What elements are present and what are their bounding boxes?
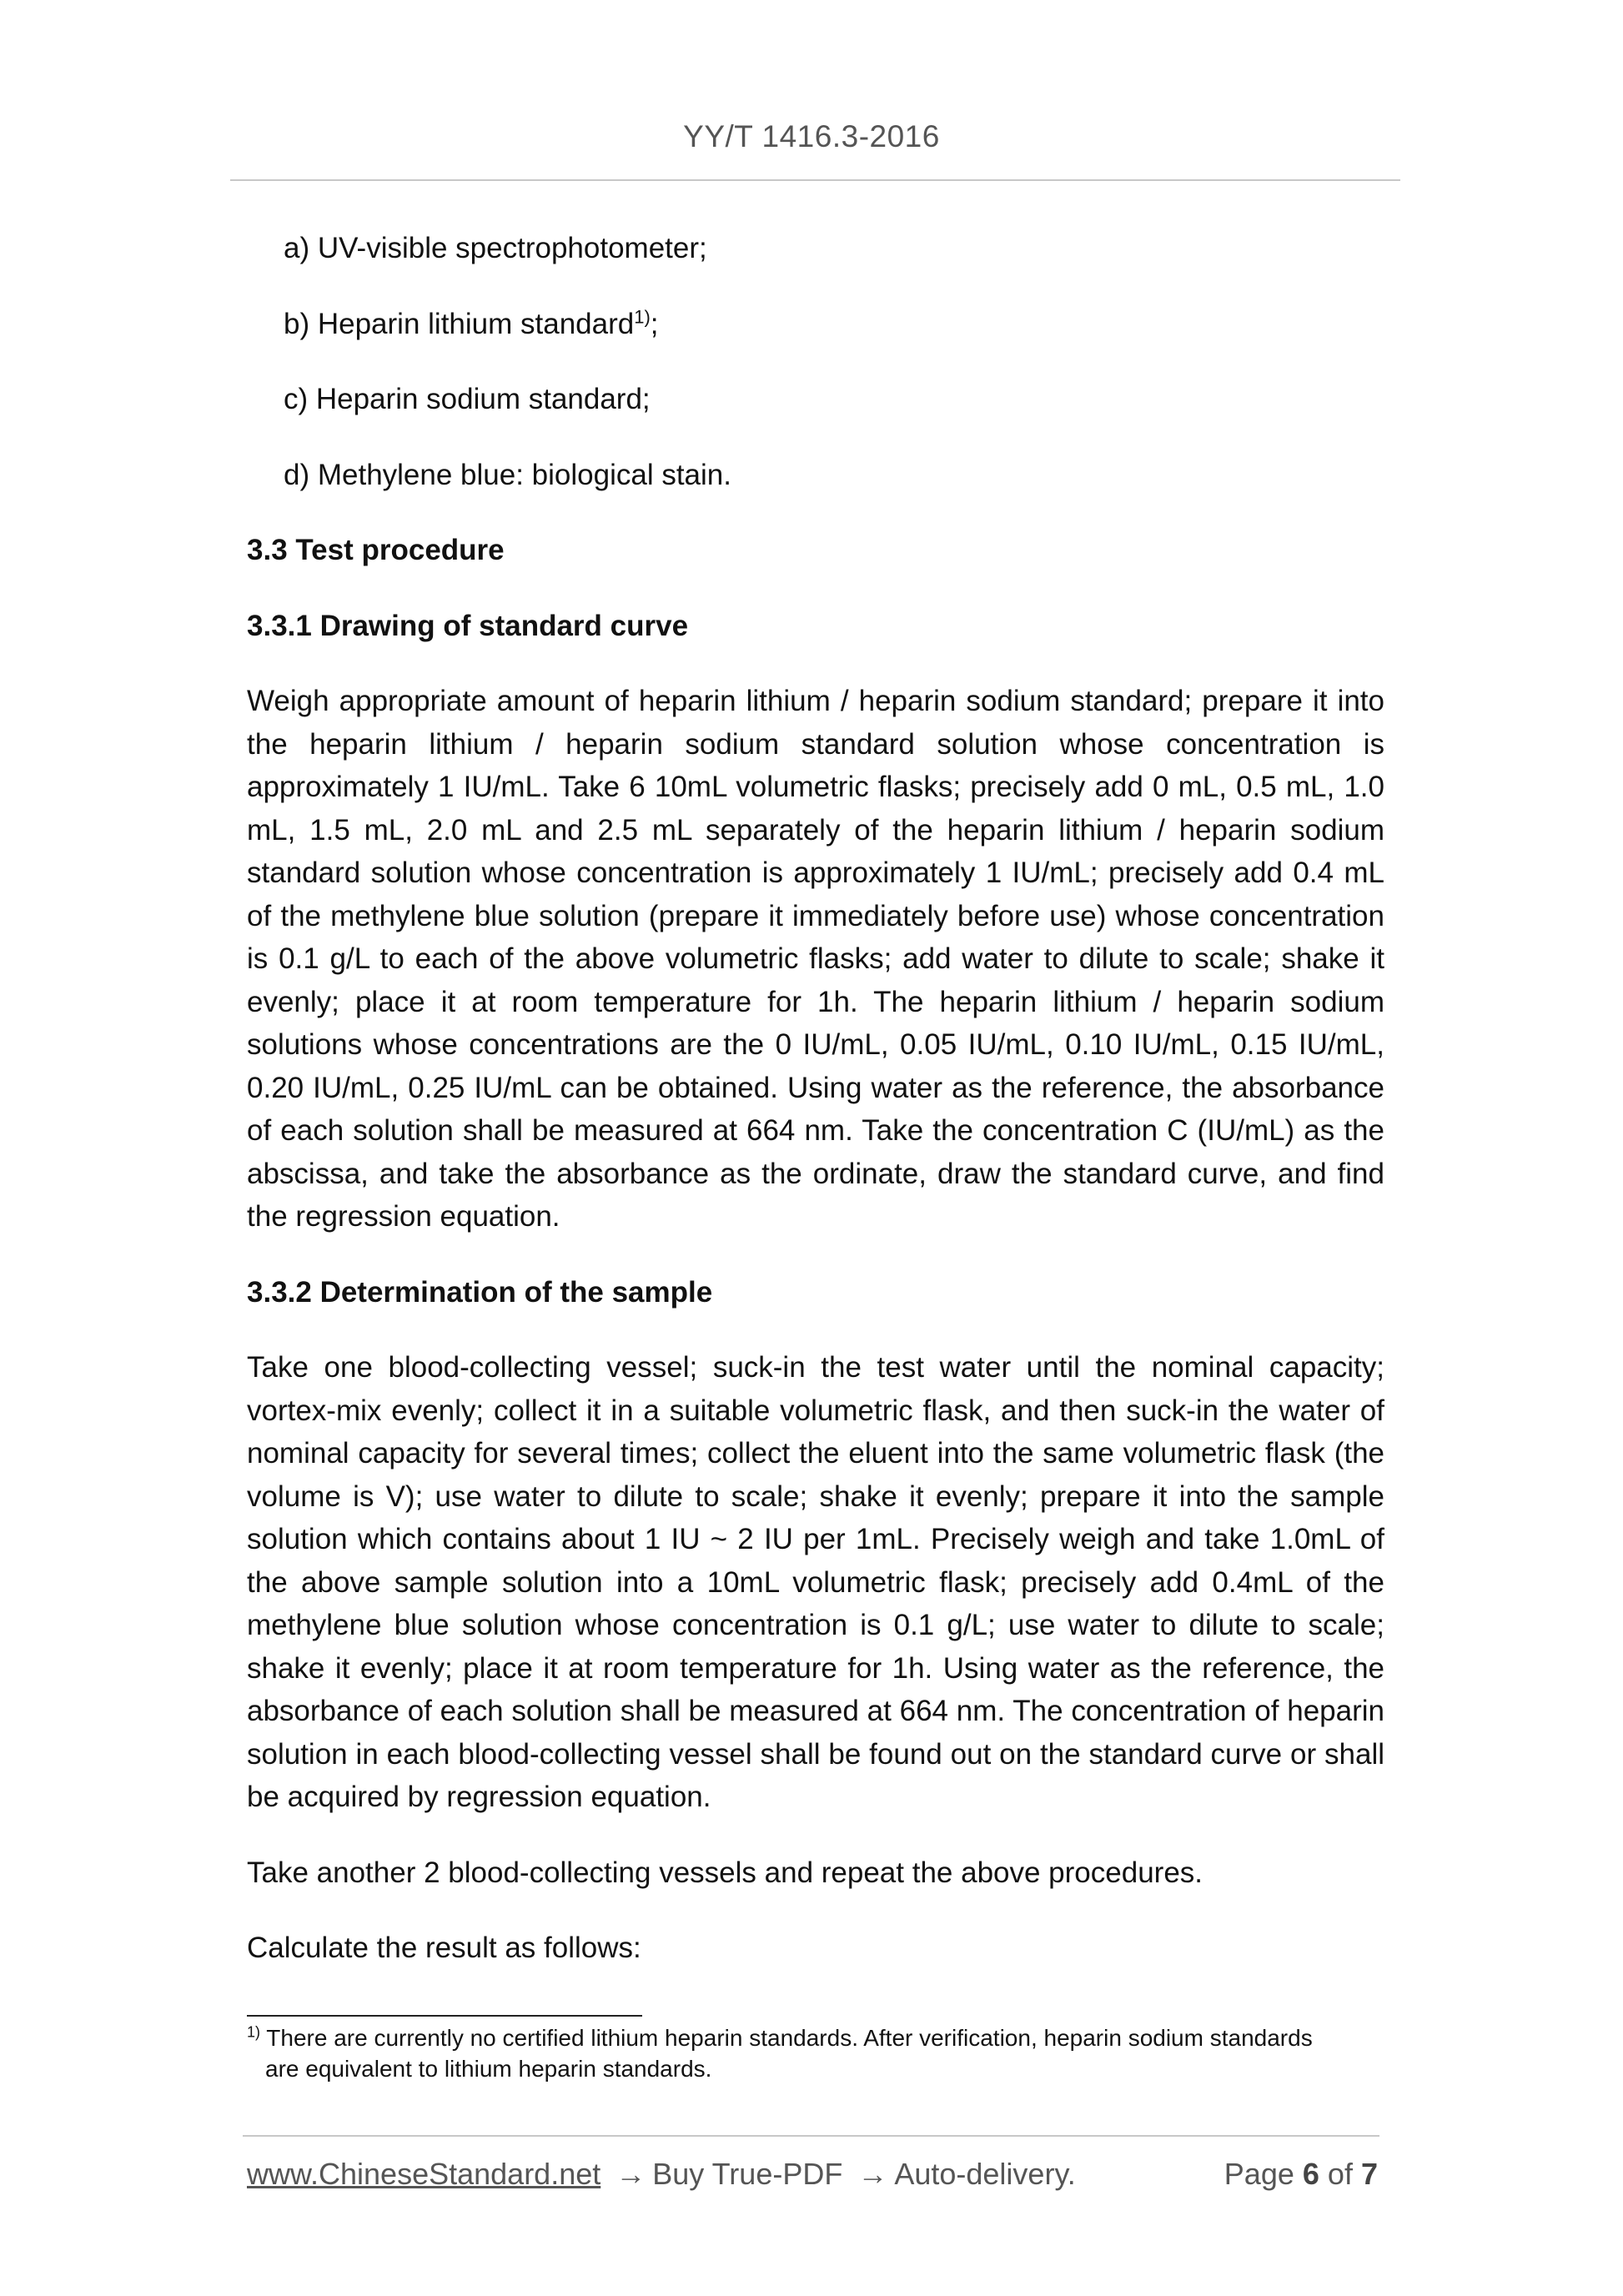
list-item-b-suffix: ;: [650, 307, 659, 340]
footer-left: [247, 2157, 1076, 2192]
page-footer: [247, 2157, 1378, 2192]
paragraph-calculate-result: Calculate the result as follows:: [247, 1932, 641, 1964]
footnote: [247, 2022, 1384, 2084]
list-item-d: d) Methylene blue: biological stain.: [284, 458, 731, 491]
footnote-text-1: There are currently no certified lithium heparin standards. After verification, heparin sodium standards: [260, 2025, 1313, 2051]
arrow-right-icon: →: [616, 2157, 646, 2191]
arrow-right-icon: →: [857, 2157, 888, 2191]
list-item-b: [284, 303, 1384, 346]
document-body: [247, 227, 1384, 1970]
page-word: Page: [1224, 2157, 1294, 2191]
section-heading-3-3-2: 3.3.2 Determination of the sample: [247, 1275, 713, 1309]
footnote-divider: [247, 2015, 642, 2017]
section-heading-3-3: 3.3 Test procedure: [247, 534, 505, 566]
paragraph-standard-curve: Weigh appropriate amount of heparin lithium / heparin sodium standard; prepare it into the heparin lithium / heparin sodium standard solution whose concentration is approximately 1 IU/mL. Take 6 10mL volumetric flasks; precisely add 0 mL, 0.5 mL, 1.0 mL, 1.5 mL, 2.0 mL and 2.5 mL separately of the heparin lithium / heparin sodium standard solution whose concentration is approximately 1 IU/mL; precisely add 0.4 mL of the methylene blue solution (prepare it immediately before use) whose concentration is 0.1 g/L to each of the above volumetric flasks; add water to dilute to scale; shake it evenly; place it at room temperature for 1h. The heparin lithium / heparin sodium solutions whose concentrations are the 0 IU/mL, 0.05 IU/mL, 0.10 IU/mL, 0.15 IU/mL, 0.20 IU/mL, 0.25 IU/mL can be obtained. Using water as the reference, the absorbance of each solution shall be measured at 664 nm. Take the concentration C (IU/mL) as the abscissa, and take the absorbance as the ordinate, draw the standard curve, and find the regression equation.: [247, 685, 1384, 1233]
footer-website-link[interactable]: www.ChineseStandard.net: [247, 2157, 601, 2191]
page-current: 6: [1302, 2157, 1319, 2191]
page-total: 7: [1360, 2157, 1378, 2191]
header-divider: [230, 179, 1400, 181]
footer-delivery-text: Auto-delivery.: [894, 2157, 1076, 2191]
paragraph-repeat-procedure: Take another 2 blood-collecting vessels and repeat the above procedures.: [247, 1856, 1203, 1889]
footer-buy-text: Buy True-PDF: [652, 2157, 843, 2191]
footnote-reference[interactable]: 1): [634, 305, 651, 327]
footnote-mark: 1): [247, 2023, 261, 2041]
footnote-line-1: [247, 2022, 1384, 2053]
section-heading-3-3-1: 3.3.1 Drawing of standard curve: [247, 609, 689, 642]
of-word: of: [1327, 2157, 1353, 2191]
list-item-b-text: b) Heparin lithium standard: [284, 307, 635, 340]
list-item-c: c) Heparin sodium standard;: [284, 383, 651, 415]
page-header-standard-id: YY/T 1416.3-2016: [683, 119, 940, 153]
page-indicator: [1224, 2157, 1378, 2192]
footer-divider: [243, 2135, 1379, 2137]
list-item-a: a) UV-visible spectrophotometer;: [284, 232, 707, 264]
paragraph-sample-determination: Take one blood-collecting vessel; suck-in the test water until the nominal capacity; vortex-mix evenly; collect it in a suitable volumetric flask, and then suck-in the water of nominal capacity for several times; collect the eluent into the same volumetric flask (the volume is V); use water to dilute to scale; shake it evenly; prepare it into the sample solution which contains about 1 IU ~ 2 IU per 1mL. Precisely weigh and take 1.0mL of the above sample solution into a 10mL volumetric flask; precisely add 0.4mL of the methylene blue solution whose concentration is 0.1 g/L; use water to dilute to scale; shake it evenly; place it at room temperature for 1h. Using water as the reference, the absorbance of each solution shall be measured at 664 nm. The concentration of heparin solution in each blood-collecting vessel shall be found out on the standard curve or shall be acquired by regression equation.: [247, 1351, 1384, 1813]
footnote-text-2: are equivalent to lithium heparin standards.: [265, 2056, 712, 2082]
